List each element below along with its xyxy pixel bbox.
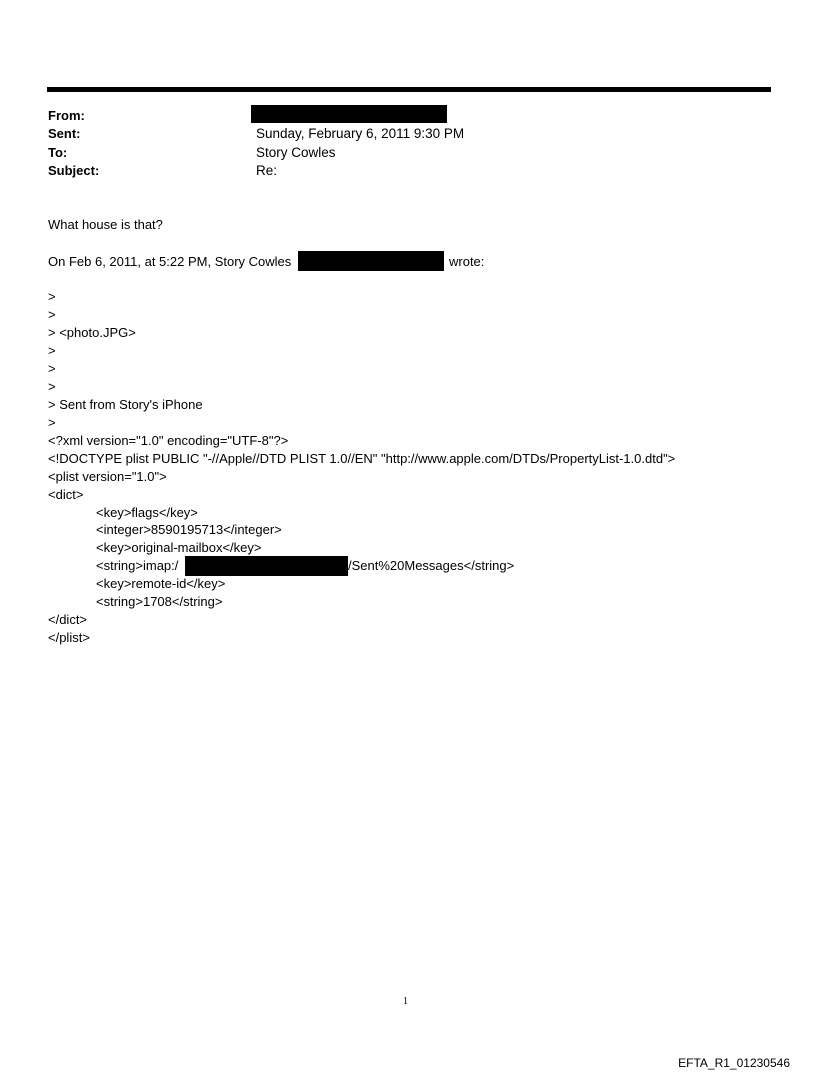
- dict-close: </dict>: [48, 612, 88, 627]
- sent-value: Sunday, February 6, 2011 9:30 PM: [256, 126, 465, 141]
- quoted-line: > <photo.JPG>: [48, 325, 136, 340]
- dict-line: <key>remote-id</key>: [96, 576, 226, 591]
- to-label: To:: [48, 145, 68, 160]
- imap-prefix: <string>imap:/: [96, 558, 179, 573]
- dict-line: <key>original-mailbox</key>: [96, 540, 262, 555]
- quoted-line: >: [48, 415, 56, 430]
- body-question: What house is that?: [48, 217, 163, 232]
- redacted-mailbox: [185, 556, 348, 576]
- sent-label: Sent:: [48, 126, 81, 141]
- redacted-from: [251, 105, 447, 123]
- quoted-line: >: [48, 289, 56, 304]
- redacted-email: [298, 251, 444, 271]
- quote-wrote: wrote:: [449, 254, 485, 269]
- xml-declaration: <?xml version="1.0" encoding="UTF-8"?>: [48, 433, 289, 448]
- subject-label: Subject:: [48, 163, 100, 178]
- doctype-line: <!DOCTYPE plist PUBLIC "-//Apple//DTD PLIST 1.0//EN" "http://www.apple.com/DTDs/PropertyList-1.0.dtd">: [48, 451, 676, 466]
- quoted-line: > Sent from Story's iPhone: [48, 397, 203, 412]
- bates-number: EFTA_R1_01230546: [678, 1056, 790, 1070]
- quoted-line: >: [48, 379, 56, 394]
- dict-line: <string>1708</string>: [96, 594, 223, 609]
- quoted-line: >: [48, 307, 56, 322]
- plist-close: </plist>: [48, 630, 90, 645]
- dict-line: <key>flags</key>: [96, 505, 198, 520]
- from-label: From:: [48, 108, 85, 123]
- subject-value: Re:: [256, 163, 278, 178]
- quoted-line: >: [48, 343, 56, 358]
- page-number: 1: [403, 996, 408, 1007]
- dict-open: <dict>: [48, 487, 84, 502]
- plist-open: <plist version="1.0">: [48, 469, 167, 484]
- quote-intro: On Feb 6, 2011, at 5:22 PM, Story Cowles: [48, 254, 292, 269]
- header-rule: [47, 87, 771, 92]
- quoted-line: >: [48, 361, 56, 376]
- imap-suffix: /Sent%20Messages</string>: [348, 558, 515, 573]
- to-value: Story Cowles: [256, 145, 336, 160]
- dict-line: <integer>8590195713</integer>: [96, 522, 282, 537]
